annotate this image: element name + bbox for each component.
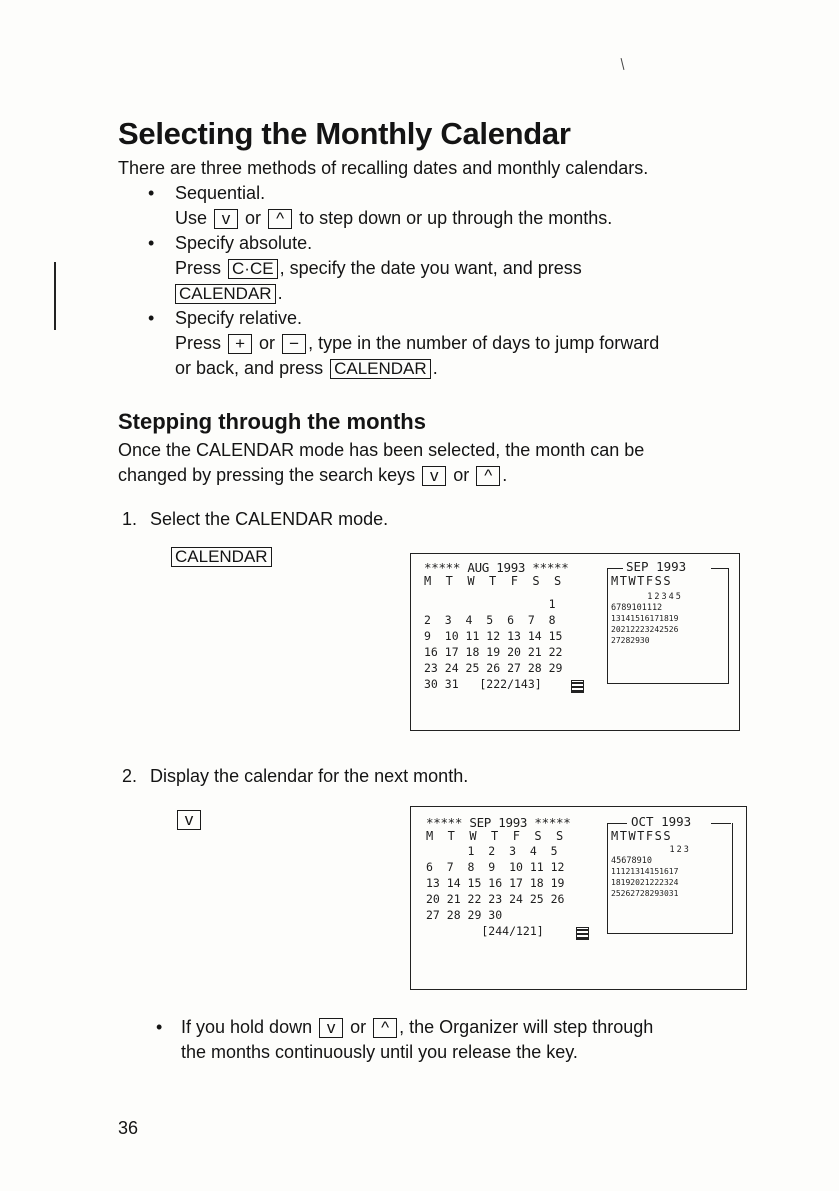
method-2-line-1 (175, 256, 582, 281)
mini-row: 27282930 (611, 636, 650, 645)
step-1 (122, 507, 388, 532)
down-key: v (319, 1018, 343, 1038)
section-text-2-pre: changed by pressing the search keys (118, 465, 416, 485)
lcd-screen-aug (410, 553, 740, 731)
step-2-num: 2. (122, 766, 138, 786)
method-3-pre2: or back, and press (175, 358, 324, 378)
lcd-row: 16 17 18 19 20 21 22 (424, 645, 563, 659)
lcd-row: 2 3 4 5 6 7 8 (424, 613, 556, 627)
or-text: or (245, 208, 262, 228)
method-2-end: . (277, 283, 283, 303)
up-key: ^ (476, 466, 500, 486)
section-text-1: Once the CALENDAR mode has been selected, the month can be (118, 440, 645, 460)
page-number: 36 (118, 1118, 139, 1138)
lcd-row: 9 10 11 12 13 14 15 (424, 629, 563, 643)
up-key: ^ (268, 209, 292, 229)
intro-text: There are three methods of recalling dates and monthly calendars. (118, 158, 649, 178)
mini-weekdays: MTWTFSS (611, 574, 673, 588)
calendar-key: CALENDAR (330, 359, 431, 379)
bullet: • (156, 1017, 163, 1037)
step-2-text: Display the calendar for the next month. (150, 766, 469, 786)
mini-row: 6789101112 (611, 603, 663, 613)
method-3-pre: Press (175, 333, 222, 353)
section-title: Stepping through the months (118, 409, 426, 434)
step-1-text: Select the CALENDAR mode. (150, 509, 389, 529)
method-3-line-1 (175, 331, 659, 356)
down-key: v (422, 466, 446, 486)
lcd-weekdays: M T W T F S S (426, 829, 564, 843)
method-3-end: . (432, 358, 438, 378)
section-text-2-post: . (502, 465, 508, 485)
calendar-glyph-icon (576, 927, 589, 940)
lcd-row: 27 28 29 30 (426, 908, 503, 922)
lcd-row: 1 2 3 4 5 (426, 844, 558, 858)
lcd-row: 20 21 22 23 24 25 26 (426, 892, 565, 906)
mini-row: 12345 (633, 592, 683, 602)
page-title: Selecting the Monthly Calendar (118, 116, 571, 151)
lcd-header: ***** AUG 1993 ***** (424, 560, 569, 575)
bullet: • (148, 308, 155, 328)
note-line-1 (181, 1015, 653, 1040)
bullet: • (148, 183, 155, 203)
calendar-key: CALENDAR (171, 547, 272, 567)
method-1-post: to step down or up through the months. (299, 208, 613, 228)
method-3-line-2 (175, 356, 438, 381)
change-bar (54, 262, 56, 330)
method-3-post: , type in the number of days to jump forward (308, 333, 660, 353)
bullet: • (148, 233, 155, 253)
mini-row: 25262728293031 (611, 889, 679, 898)
mini-row: 123 (641, 845, 691, 855)
method-1-pre: Use (175, 208, 208, 228)
or-text: or (350, 1017, 367, 1037)
method-1-name: Sequential. (175, 183, 266, 203)
step-2 (122, 764, 468, 789)
mini-row: 20212223242526 (611, 625, 679, 634)
down-key: v (214, 209, 238, 229)
note-pre: If you hold down (181, 1017, 313, 1037)
method-2-name: Specify absolute. (175, 233, 313, 253)
or-text: or (453, 465, 470, 485)
cce-key: C·CE (228, 259, 278, 279)
lcd-row: 30 31 [222/143] (424, 677, 542, 691)
note-line-2: the months continuously until you release the key. (181, 1042, 578, 1062)
note-post: , the Organizer will step through (399, 1017, 654, 1037)
up-key: ^ (373, 1018, 397, 1038)
lcd-row: 23 24 25 26 27 28 29 (424, 661, 563, 675)
lcd-screen-sep (410, 806, 747, 990)
calendar-glyph-icon (571, 680, 584, 693)
scan-mark (621, 58, 625, 70)
step-2-key-wrap (177, 807, 201, 832)
method-2-line-2 (175, 281, 283, 306)
lcd-row: 1 (424, 597, 556, 611)
mini-title: SEP 1993 (626, 559, 687, 574)
mini-title: OCT 1993 (631, 814, 692, 829)
calendar-key: CALENDAR (175, 284, 276, 304)
down-key: v (177, 810, 201, 830)
plus-key: + (228, 334, 252, 354)
method-3-name: Specify relative. (175, 308, 303, 328)
minus-key: − (282, 334, 306, 354)
section-text-2 (118, 463, 507, 488)
lcd-row: 13 14 15 16 17 18 19 (426, 876, 565, 890)
mini-row: 11121314151617 (611, 867, 679, 876)
lcd-row: 6 7 8 9 10 11 12 (426, 860, 565, 874)
mini-row: 13141516171819 (611, 614, 679, 623)
method-2-post: , specify the date you want, and press (279, 258, 582, 278)
lcd-weekdays: M T W T F S S (424, 574, 562, 588)
lcd-row: [244/121] (426, 924, 544, 938)
method-2-pre: Press (175, 258, 222, 278)
mini-row: 45678910 (611, 856, 652, 866)
or-text: or (259, 333, 276, 353)
step-1-num: 1. (122, 509, 138, 529)
lcd-header: ***** SEP 1993 ***** (426, 815, 571, 830)
mini-row: 18192021222324 (611, 878, 679, 887)
mini-weekdays: MTWTFSS (611, 829, 673, 843)
method-1-line (175, 206, 612, 231)
step-1-key-wrap (171, 544, 272, 569)
